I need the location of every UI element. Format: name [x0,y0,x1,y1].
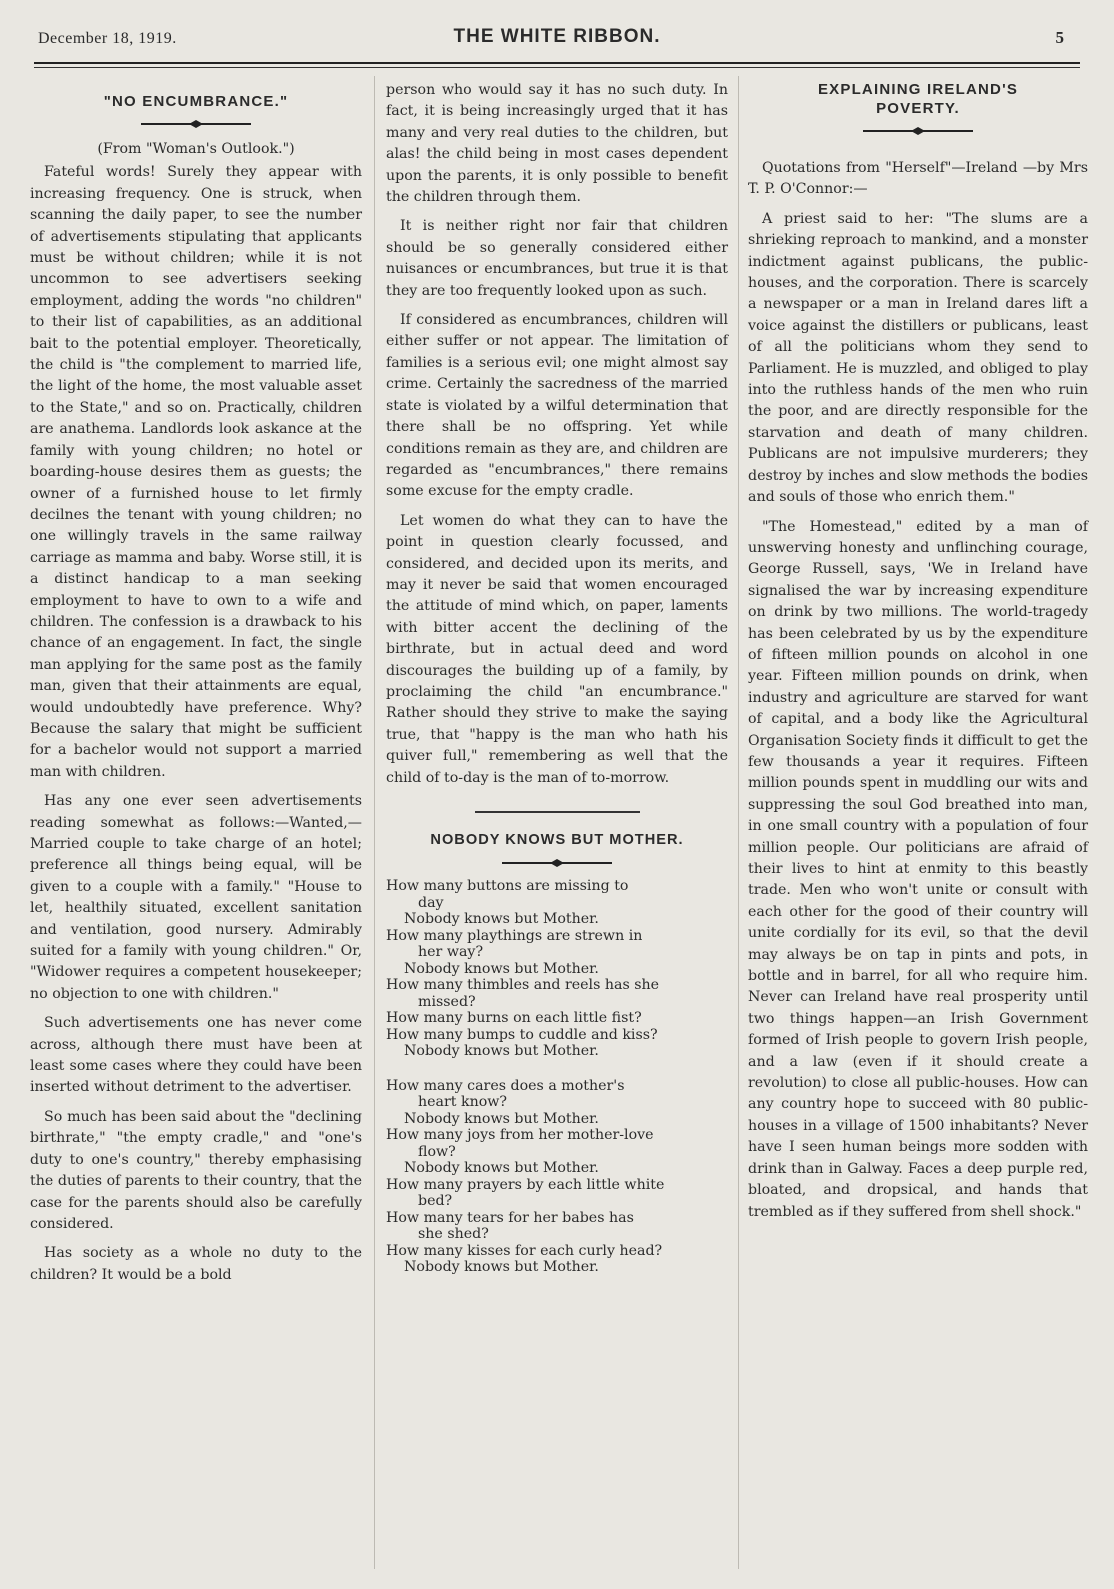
poem-line: How many joys from her mother-love [386,1127,654,1143]
poem-line: How many tears for her babes has [386,1209,634,1226]
poem-line: How many cares does a mother's [386,1077,625,1094]
article-paragraph: Has society as a whole no duty to the children? It would be a bold [30,1245,362,1283]
poem-line: How many thimbles and reels has she [386,977,660,993]
article-paragraph: It is neither right nor fair that children should be so generally considered either nuisances or encumbrances, but true it is that they are too frequently looked upon as such. [386,218,728,299]
poem-line: How many playthings are strewn in [386,927,643,944]
poem-line: How many burns on each little fist? [386,1010,642,1026]
poem-line: Nobody knows but Mother. [404,1160,599,1176]
article-paragraph: If considered as encumbrances, children will either suffer or not appear. The limitation of families is a serious evil; one might almost say crime. Certainly the sacredness of the married state is violated by a wilful determination that there shall be no offspring. Yet while conditions remain as they are, and children are regarded as "encumbrances," there remains some excuse for the empty cradle. [386,312,728,500]
section-separator [475,811,640,813]
poem-line: day [418,894,444,911]
ornament-rule-icon [863,126,973,136]
article-heading-line: EXPLAINING IRELAND'S [817,81,1019,98]
poem-line: How many bumps to cuddle and kiss? [386,1026,658,1043]
issue-date: December 18, 1919. [38,30,177,47]
poem-line: Nobody knows but Mother. [404,911,599,927]
poem-line: flow? [418,1143,456,1160]
ornament-rule-icon [141,119,251,129]
article-paragraph: Quotations from "Herself"—Ireland —by Mrs T. P. O'Connor:— [748,160,1088,198]
article-paragraph: So much has been said about the "declining birthrate," "the empty cradle," and "one's duty to one's country," thereby emphasising the duties of parents to their country, that the case for the parents should also be carefully considered. [30,1108,362,1232]
article-paragraph: Such advertisements one has never come across, although there must have been at least some cases where they could have been inserted without detriment to the advertiser. [30,1015,362,1096]
poem-line: How many buttons are missing to [386,878,629,894]
poem-line: bed? [418,1193,453,1209]
poem-line: she shed? [418,1226,489,1242]
article-paragraph: person who would say it has no such duty. In fact, it is being increasingly urged that it has many and very real duties to the children, but alas! the child being in most cases dependent upon the parents, it is only possible to benefit the children through them. [386,82,728,206]
article-paragraph: "The Homestead," edited by a man of unswerving honesty and unflinching courage, George Russell, says, 'We in Ireland have signalised the war by increasing expenditure on drink by two millions. The world-tragedy has been celebrated by us by the expenditure of fifteen million pounds on alcohol in one year. Fifteen million pounds on drink, when industry and agriculture are starved for want of capital, and a body like the Agricultural Organisation Society finds it difficult to get the few thousands a year it requires. Fifteen million pounds spent in muddling our wits and suppressing the soul God breathed into man, in one small country with a population of four million people. Our politicians are afraid of their lives to hint at enmity to this beastly trade. Men who won't unite or consult with each other for the good of their country will unite cordially for its evil, so that the devil may always be on tap in pints and pots, in bottle and in barrel, for all who require him. Never can Ireland have real prosperity until two things happen—an Irish Government formed of Irish people to govern Irish people, and a law (even if it should create a revolution) to close all public-houses. How can any country hope to succeed with 80 public-houses in a village of 1500 inhabitants? Never have I seen human beings more sodden with drink than in Galway. Faces a deep purple red, bloated, and dropsical, and hands that trembled as if they suffered from shell shock." [748,518,1088,1220]
poem-line: her way? [418,944,484,960]
poem-line: Nobody knows but Mother. [404,1110,599,1127]
poem-body [386,878,728,1276]
article-paragraph: Fateful words! Surely they appear with increasing frequency. One is struck, when scanning the daily paper, to see the number of advertisements stipulating that applicants must be without children; while it is not uncommon to see advertisers seeking employment, adding the words "no children" to their list of capabilities, as an additional bait to the potential employer. Theoretically, the child is "the complement to married life, the light of the home, the most valuable asset to the State," and so on. Practically, children are anathema. Landlords look askance at the family with young children; no hotel or boarding-house desires them as guests; the owner of a furnished house to let firmly decilnes the tenant with young children; no one willingly travels in the same railway carriage as mamma and baby. Worse still, it is a distinct handicap to a man seeking employment to have to own to a wife and children. The confession is a drawback to his chance of an engagement. In fact, the single man applying for the same post as the family man, given that their attainments are equal, would undoubtedly have preference. Why? Because the salary that might be sufficient for a bachelor would not support a married man with children. [30,164,362,780]
stanza-break [386,1060,728,1078]
column-divider [738,76,739,1569]
column-right [748,80,1088,1231]
article-heading: "NO ENCUMBRANCE." [103,93,289,110]
poem-line: missed? [418,993,476,1010]
article-heading-line: POVERTY. [876,100,960,117]
article-paragraph: A priest said to her: "The slums are a shrieking reproach to mankind, and a monster indictment against publicans, the public-houses, and the corporation. There is scarcely a newspaper or a man in Ireland dares lift a voice against the distillers or publicans, least of all the politicians whom they send to Parliament. He is muzzled, and obliged to play into the ruthless hands of the men who ruin the poor, and are directly responsible for the starvation and death of many children. Publicans are not impulsive murderers; they destroy by inches and slow methods the bodies and souls of those who enrich them." [748,210,1088,506]
column-left [30,80,362,1294]
header-rule-thin [34,67,1080,68]
page-number: 5 [1055,28,1064,47]
article-source: (From "Woman's Outlook.") [97,141,295,157]
poem-line: Nobody knows but Mother. [404,1043,599,1059]
ornament-rule-icon [502,858,612,868]
column-divider [374,76,375,1569]
poem-line: How many prayers by each little white [386,1176,665,1193]
article-paragraph: Has any one ever seen advertisements reading somewhat as follows:—Wanted,—Married couple to take charge of an hotel; preference all things being equal, will be given to a couple with a family." "House to let, healthily situated, excellent sanitation and ventilation, good nursery. Admirably suited for a family with young children." Or, "Widower requires a competent housekeeper; no objection to one with children." [30,793,362,1002]
poem-line: Nobody knows but Mother. [404,960,599,977]
column-middle [386,80,728,1276]
header-rule [34,62,1080,64]
poem-line: Nobody knows but Mother. [404,1259,599,1275]
poem-line: How many kisses for each curly head? [386,1242,663,1259]
page-header [38,26,1076,58]
article-paragraph: Let women do what they can to have the point in question clearly focussed, and considered, and decided upon its merits, and may it never be said that women encouraged the attitude of mind which, on paper, laments with bitter accent the declining of the birthrate, but in actual deed and word discourages the building up of a family, by proclaiming the child "an encumbrance." Rather should they strive to make the saying true, that "happy is the man who hath his quiver full," remembering as well that the child of to-day is the man of to-morrow. [386,512,728,786]
publication-title: THE WHITE RIBBON. [453,26,661,47]
poem-line: heart know? [418,1094,508,1110]
poem-heading: NOBODY KNOWS BUT MOTHER. [430,832,684,848]
